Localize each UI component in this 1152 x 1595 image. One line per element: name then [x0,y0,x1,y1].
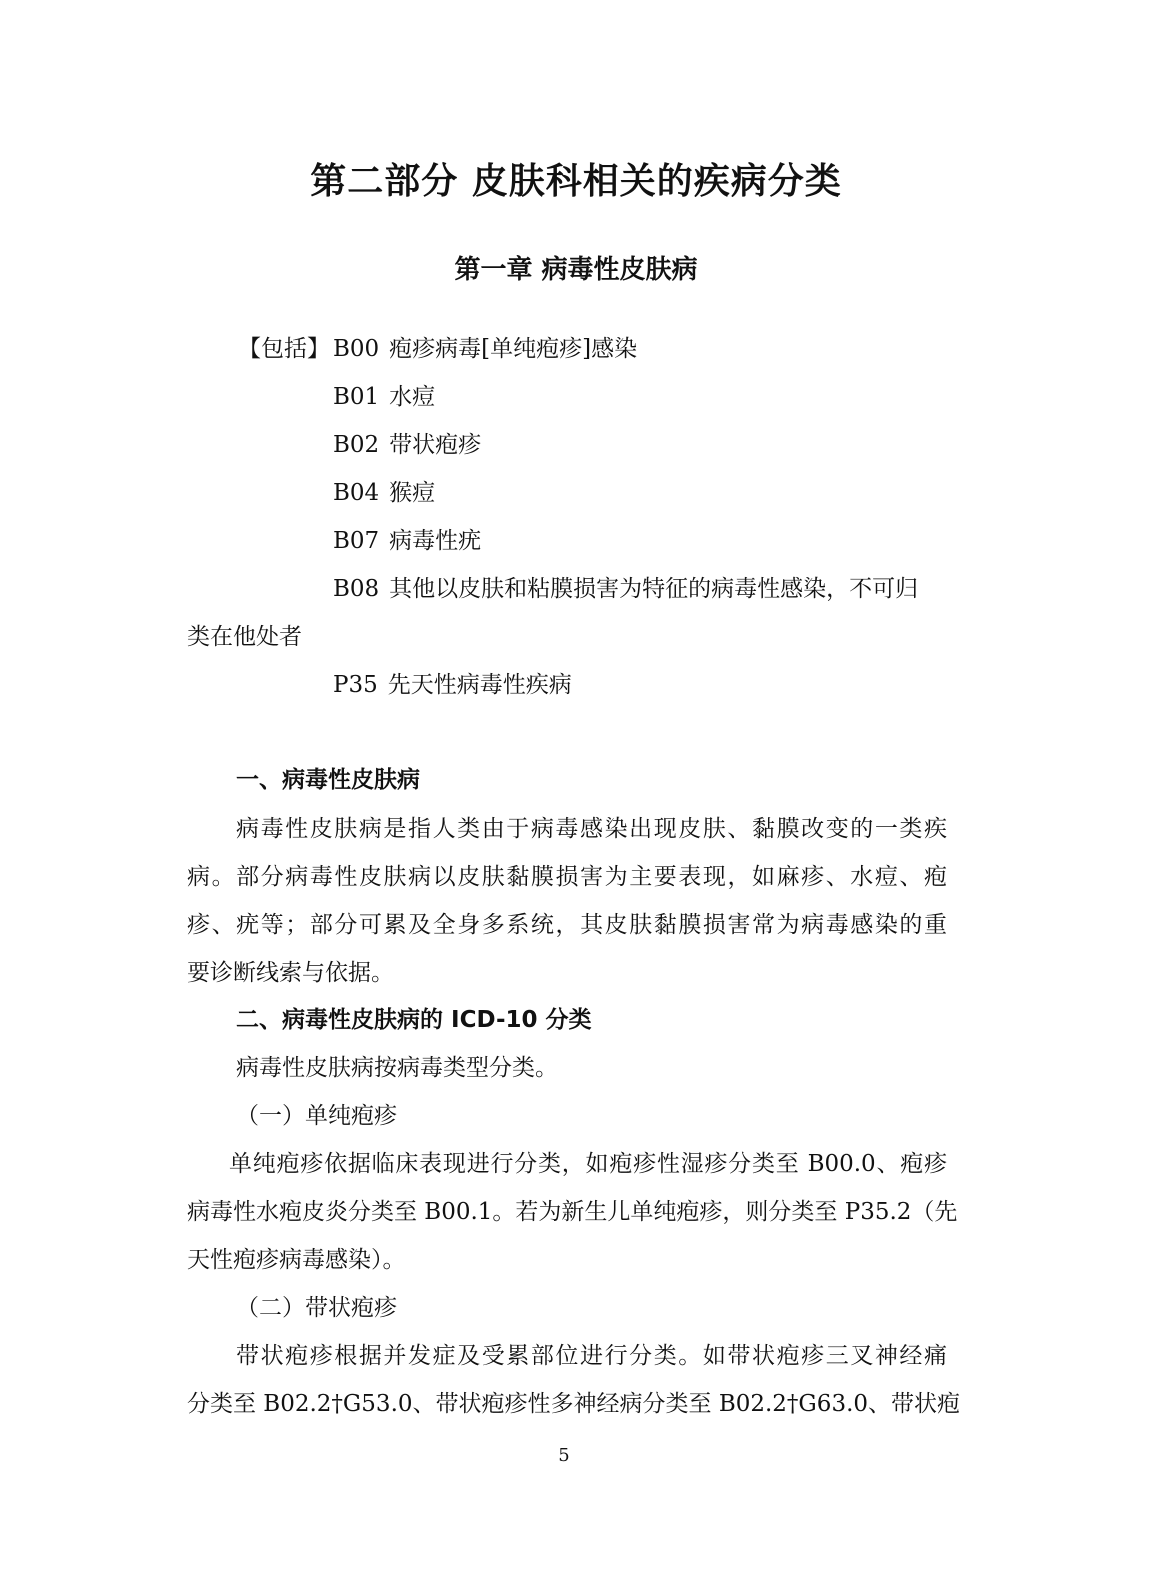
subsection-heading: （一）单纯疱疹 [236,1103,397,1129]
paragraph-line: 病。部分病毒性皮肤病以皮肤黏膜损害为主要表现，如麻疹、水痘、疱 [187,864,947,890]
include-item [333,333,637,365]
include-text: 先天性病毒性疾病 [387,672,572,698]
include-code: B01 [333,384,380,410]
include-code: B02 [333,432,380,458]
paragraph-line: 病毒性皮肤病是指人类由于病毒感染出现皮肤、黏膜改变的一类疾 [236,816,947,842]
paragraph-line: 病毒性水疱皮炎分类至 B00.1。若为新生儿单纯疱疹，则分类至 P35.2（先 [187,1199,958,1225]
section-intro: 病毒性皮肤病按病毒类型分类。 [236,1055,558,1081]
include-continuation: 类在他处者 [187,624,302,650]
include-item [333,429,481,461]
paragraph-line: 天性疱疹病毒感染）。 [187,1247,406,1273]
include-code: B07 [333,528,380,554]
include-item [333,381,435,413]
include-text: 猴痘 [389,480,436,506]
include-text: 病毒性疣 [389,528,482,554]
subsection-heading: （二）带状疱疹 [236,1295,397,1321]
include-text: 带状疱疹 [389,432,482,458]
paragraph-line: 单纯疱疹依据临床表现进行分类，如疱疹性湿疹分类至 B00.0、疱疹 [229,1151,947,1177]
page-number: 5 [558,1445,570,1466]
paragraph-line: 疹、疣等；部分可累及全身多系统，其皮肤黏膜损害常为病毒感染的重 [187,912,947,938]
paragraph-line: 分类至 B02.2†G53.0、带状疱疹性多神经病分类至 B02.2†G63.0、带状疱 [187,1391,961,1417]
include-item [333,477,435,509]
include-item [333,573,918,605]
include-code: P35 [333,672,378,698]
include-code: B00 [333,336,380,362]
include-text: 疱疹病毒[单纯疱疹]感染 [389,336,638,362]
include-item [333,525,481,557]
chapter-title: 第一章 病毒性皮肤病 [454,255,698,285]
include-text: 水痘 [389,384,436,410]
section-heading: 一、病毒性皮肤病 [236,767,420,793]
include-code: B04 [333,480,380,506]
include-item [333,669,572,701]
part-title: 第二部分 皮肤科相关的疾病分类 [310,161,842,202]
include-label: 【包括】 [238,336,330,362]
include-text: 其他以皮肤和粘膜损害为特征的病毒性感染，不可归 [389,576,919,602]
section-heading: 二、病毒性皮肤病的 ICD-10 分类 [236,1007,592,1033]
include-code: B08 [333,576,380,602]
paragraph-line: 要诊断线索与依据。 [187,960,394,986]
paragraph-line: 带状疱疹根据并发症及受累部位进行分类。如带状疱疹三叉神经痛 [236,1343,947,1369]
